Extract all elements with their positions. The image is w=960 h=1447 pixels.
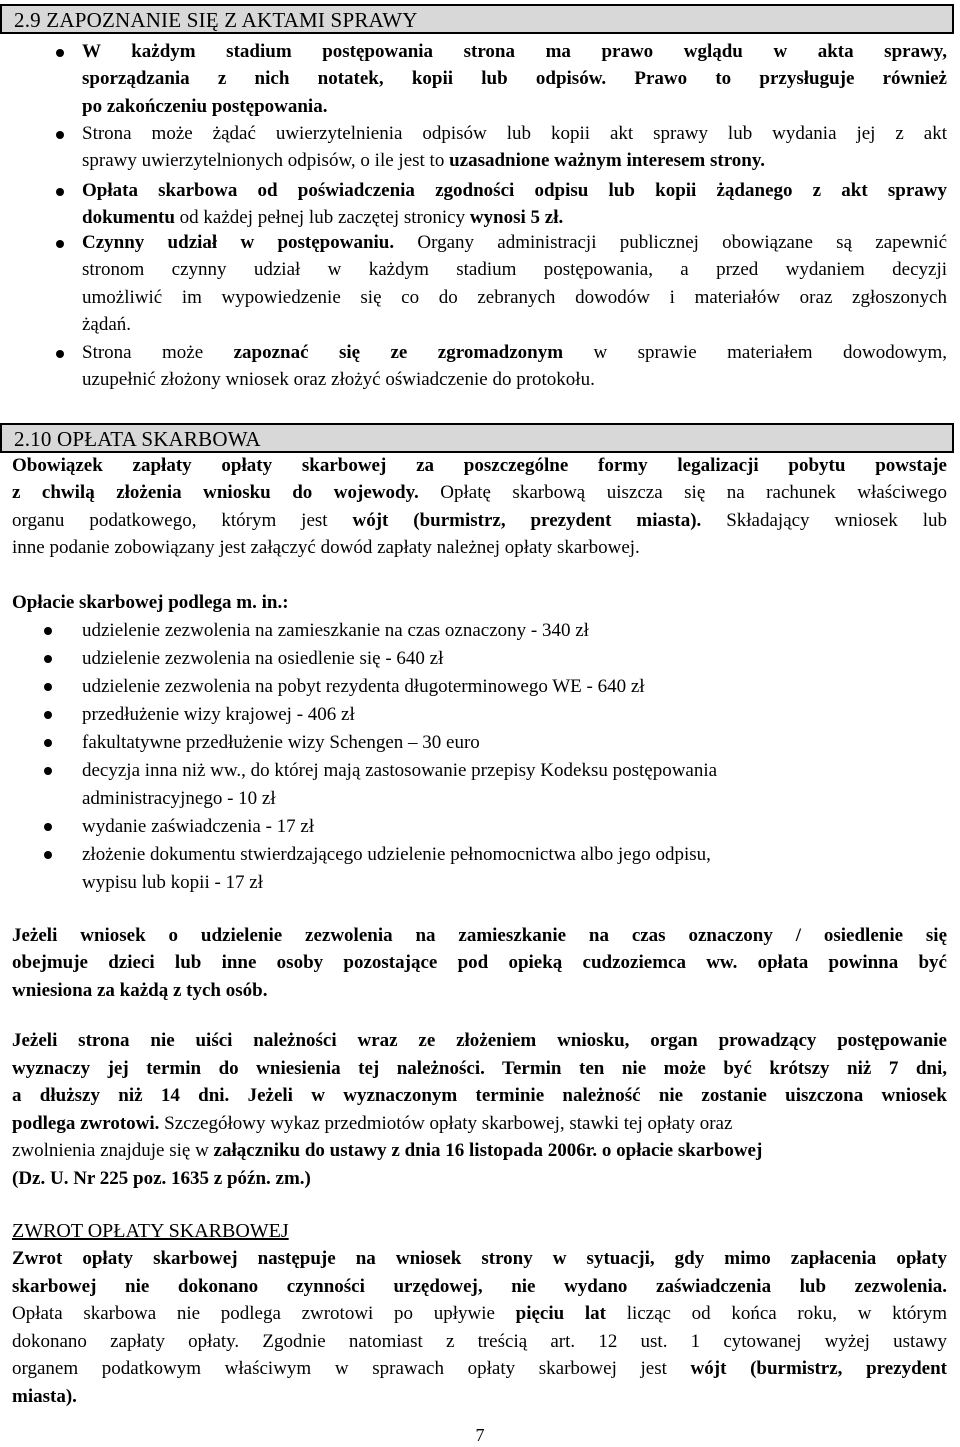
bullet-icon (56, 350, 64, 358)
zwrot-text-line: Opłata skarbowa nie podlega zwrotowi po upływie pięciu lat licząc od końca roku, w którym (12, 1303, 947, 1325)
zwrot-text-line: organem podatkowym właściwym w sprawach opłaty skarbowej jest wójt (burmistrz, prezydent (12, 1358, 947, 1380)
list-bullet-icon (44, 767, 52, 775)
fee-item-line: złożenie dokumentu stwierdzającego udzielenie pełnomocnictwa albo jego odpisu, (82, 844, 711, 865)
list-bullet-icon (44, 683, 52, 691)
fee-item-line: decyzja inna niż ww., do której mają zastosowanie przepisy Kodeksu postępowania (82, 760, 718, 781)
section-2-10-title: 2.10 OPŁATA SKARBOWA (14, 427, 261, 451)
missing-fee-line: podlega zwrotowi. Szczegółowy wykaz przedmiotów opłaty skarbowej, stawki tej opłaty oraz (12, 1112, 733, 1134)
missing-fee-line: Jeżeli strona nie uiści należności wraz ze złożeniem wniosku, organ prowadzący postępowanie (12, 1030, 947, 1051)
zwrot-text-line: Zwrot opłaty skarbowej następuje na wniosek strony w sytuacji, gdy mimo zapłacenia opłaty (12, 1248, 947, 1269)
fee-item-line: udzielenie zezwolenia na osiedlenie się - 640 zł (82, 648, 444, 669)
list-bullet-icon (44, 739, 52, 747)
bullet-text-line: żądań. (82, 313, 132, 335)
zwrot-text-line: skarbowej nie dokonano czynności urzędowej, nie wydano zaświadczenia lub zezwolenia. (12, 1275, 947, 1297)
section-2-9-title: 2.9 ZAPOZNANIE SIĘ Z AKTAMI SPRAWY (14, 8, 418, 32)
fee-item-line: administracyjnego - 10 zł (82, 788, 276, 809)
missing-fee-line: wyznaczy jej termin do wniesienia tej należności. Termin ten nie może być krótszy niż 7 dni, (12, 1057, 947, 1079)
bullet-text-line: umożliwić im wypowiedzenie się co do zebranych dowodów i materiałów oraz zgłoszonych (82, 286, 947, 308)
bullet-text-line: W każdym stadium postępowania strona ma prawo wglądu w akta sprawy, (82, 41, 947, 62)
missing-fee-line: a dłuższy niż 14 dni. Jeżeli w wyznaczonym terminie należność nie zostanie uiszczona wniosek (12, 1085, 947, 1106)
fee-item-line: przedłużenie wizy krajowej - 406 zł (82, 704, 355, 725)
fee-item-line: udzielenie zezwolenia na zamieszkanie na czas oznaczony - 340 zł (82, 620, 589, 641)
bullet-text-line: po zakończeniu postępowania. (82, 95, 328, 117)
bullet-icon (56, 240, 64, 248)
intro-text-line: inne podanie zobowiązany jest załączyć dowód zapłaty należnej opłaty skarbowej. (12, 536, 640, 558)
bullet-text-line: Strona może zapoznać się ze zgromadzonym w sprawie materiałem dowodowym, (82, 342, 947, 363)
bullet-icon (56, 188, 64, 196)
section-2-9-header (0, 4, 954, 34)
intro-text-line: z chwilą złożenia wniosku do wojewody. Opłatę skarbową uiszcza się na rachunek właściwego (12, 482, 947, 504)
bullet-text-line: Opłata skarbowa od poświadczenia zgodności odpisu lub kopii żądanego z akt sprawy (82, 180, 947, 201)
bullet-text-line: uzupełnić złożony wniosek oraz złożyć oświadczenie do protokołu. (82, 369, 595, 391)
page-number: 7 (475, 1425, 485, 1445)
bullet-text-line: Strona może żądać uwierzytelnienia odpisów lub kopii akt sprawy lub wydania jej z akt (82, 123, 947, 144)
intro-text-line: organu podatkowego, którym jest wójt (burmistrz, prezydent miasta). Składający wniosek lub (12, 509, 947, 531)
bullet-text-line: sporządzania z nich notatek, kopii lub odpisów. Prawo to przysługuje również (82, 68, 947, 90)
zwrot-text-line: dokonano zapłaty opłaty. Zgodnie natomiast z treścią art. 12 ust. 1 cytowanej wyżej ustawy (12, 1330, 947, 1352)
fee-item-line: wydanie zaświadczenia - 17 zł (82, 816, 315, 837)
children-para-line: Jeżeli wniosek o udzielenie zezwolenia na zamieszkanie na czas oznaczony / osiedlenie się (12, 925, 947, 946)
bullet-icon (56, 49, 64, 57)
intro-text-line: Obowiązek zapłaty opłaty skarbowej za poszczególne formy legalizacji pobytu powstaje (12, 455, 947, 476)
bullet-text-line: sprawy uwierzytelnionych odpisów, o ile jest to uzasadnione ważnym interesem strony. (82, 150, 766, 172)
bullet-text-line: Czynny udział w postępowaniu. Organy administracji publicznej obowiązane są zapewnić (82, 232, 947, 253)
list-bullet-icon (44, 711, 52, 719)
list-bullet-icon (44, 627, 52, 635)
list-bullet-icon (44, 655, 52, 663)
bullet-text-line: stronom czynny udział w każdym stadium postępowania, a przed wydaniem decyzji (82, 259, 947, 281)
list-bullet-icon (44, 823, 52, 831)
list-bullet-icon (44, 851, 52, 859)
children-para-line: obejmuje dzieci lub inne osoby pozostające pod opieką cudzoziemca ww. opłata powinna być (12, 952, 947, 974)
fee-item-line: fakultatywne przedłużenie wizy Schengen – 30 euro (82, 732, 480, 753)
missing-fee-line: (Dz. U. Nr 225 poz. 1635 z późn. zm.) (12, 1167, 311, 1189)
bullet-icon (56, 131, 64, 139)
bullet-text-line: dokumentu od każdej pełnej lub zaczętej stronicy wynosi 5 zł. (82, 207, 564, 229)
list-heading: Opłacie skarbowej podlega m. in.: (12, 592, 289, 613)
zwrot-heading: ZWROT OPŁATY SKARBOWEJ (12, 1220, 289, 1242)
zwrot-text-line: miasta). (12, 1386, 77, 1407)
missing-fee-line: zwolnienia znajduje się w załączniku do ustawy z dnia 16 listopada 2006r. o opłacie skarbowej (12, 1140, 763, 1161)
fee-item-line: udzielenie zezwolenia na pobyt rezydenta długoterminowego WE - 640 zł (82, 676, 645, 697)
fee-item-line: wypisu lub kopii - 17 zł (82, 872, 264, 893)
section-2-10-header (0, 423, 954, 453)
children-para-line: wniesiona za każdą z tych osób. (12, 979, 268, 1001)
